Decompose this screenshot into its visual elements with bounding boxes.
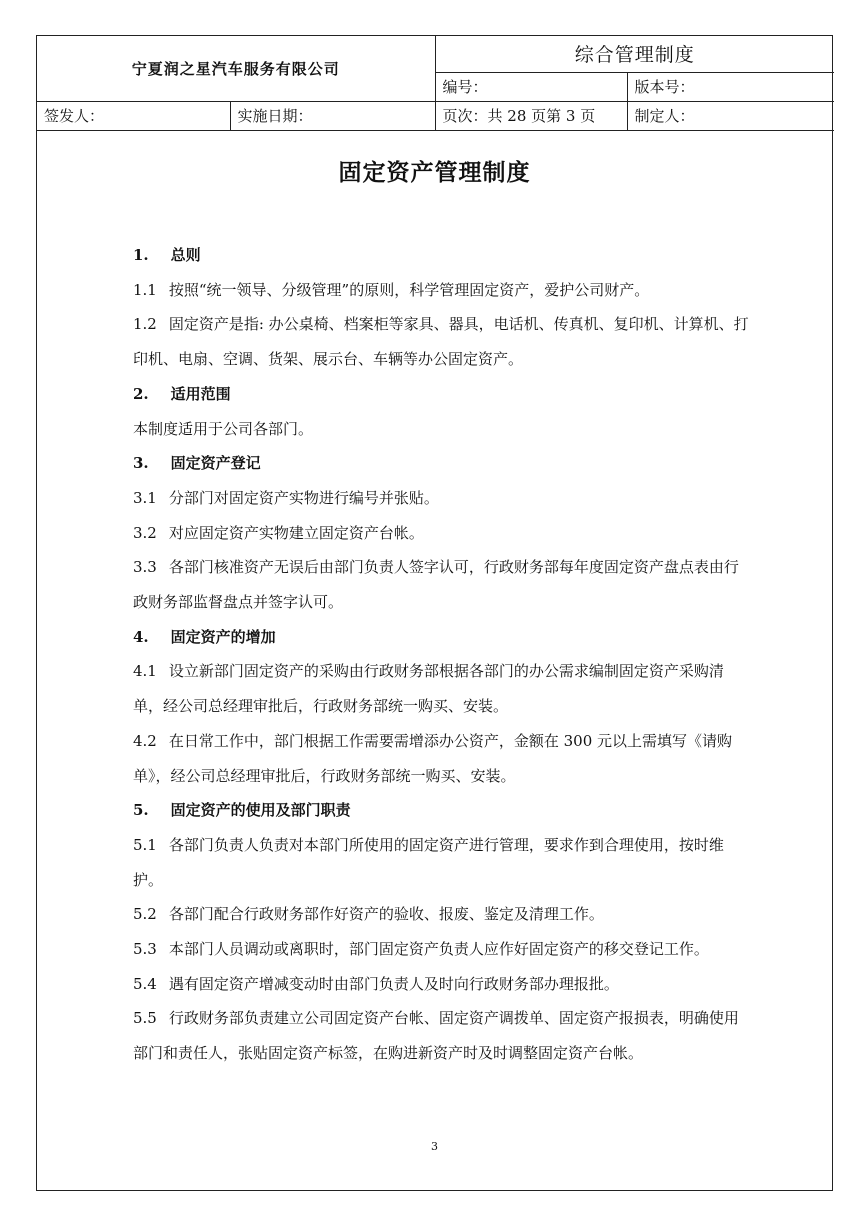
clause-number: 5.1 bbox=[133, 835, 157, 854]
document-title: 固定资产管理制度 bbox=[338, 160, 531, 186]
clause-number: 2. bbox=[133, 384, 149, 403]
paragraph bbox=[133, 412, 751, 447]
paragraph bbox=[133, 897, 751, 932]
author-label: 制定人： bbox=[627, 101, 834, 130]
clause-text: 总则 bbox=[170, 246, 201, 264]
clause-text: 对应固定资产实物建立固定资产台帐。 bbox=[168, 523, 424, 542]
issuer-label: 签发人： bbox=[37, 101, 230, 130]
clause-number: 5.5 bbox=[133, 1009, 157, 1028]
section-heading bbox=[133, 793, 751, 828]
clause-text: 遇有固定资产增减变动时由部门负责人及时向行政财务部办理报批。 bbox=[168, 974, 619, 993]
clause-text: 行政财务部负责建立公司固定资产台帐、固定资产调拨单、固定资产报损表，明确使用部门和责任人，张贴固定资产标签，在购进新资产时及时调整固定资产台帐。 bbox=[133, 1009, 739, 1063]
clause-text: 固定资产是指: 办公桌椅、档案柜等家具、器具，电话机、传真机、复印机、计算机、打印机、电扇、空调、货架、展示台、车辆等办公固定资产。 bbox=[133, 315, 749, 369]
paragraph bbox=[133, 273, 751, 308]
paragraph bbox=[133, 550, 751, 619]
paragraph bbox=[133, 516, 751, 551]
clause-text: 设立新部门固定资产的采购由行政财务部根据各部门的办公需求编制固定资产采购清单，经公司总经理审批后，行政财务部统一购买、安装。 bbox=[133, 662, 724, 716]
clause-number: 3. bbox=[133, 454, 149, 473]
clause-text: 固定资产的增加 bbox=[170, 627, 276, 646]
clause-text: 各部门核准资产无误后由部门负责人签字认可，行政财务部每年度固定资产盘点表由行政财务部监督盘点并签字认可。 bbox=[133, 558, 739, 612]
paragraph bbox=[133, 828, 751, 897]
document-body bbox=[133, 238, 751, 1071]
clause-number: 5.4 bbox=[133, 974, 157, 993]
version-number-label: 版本号： bbox=[627, 72, 834, 101]
clause-text: 各部门配合行政财务部作好资产的验收、报废、鉴定及清理工作。 bbox=[168, 905, 604, 924]
paragraph bbox=[133, 967, 751, 1002]
clause-number: 5. bbox=[133, 801, 149, 820]
clause-number: 3.1 bbox=[133, 488, 157, 507]
clause-number: 1.1 bbox=[133, 280, 157, 299]
clause-text: 在日常工作中，部门根据工作需要需增添办公资产，金额在 300 元以上需填写《请购单》，经公司总经理审批后，行政财务部统一购买、安装。 bbox=[133, 731, 733, 785]
paragraph bbox=[133, 932, 751, 967]
clause-text: 各部门负责人负责对本部门所使用的固定资产进行管理，要求作到合理使用，按时维护。 bbox=[133, 835, 724, 889]
clause-number: 1. bbox=[133, 246, 149, 264]
page-number: 3 bbox=[431, 1140, 438, 1153]
section-heading bbox=[133, 446, 751, 481]
document-number-label: 编号： bbox=[435, 72, 627, 101]
clause-text: 分部门对固定资产实物进行编号并张贴。 bbox=[168, 488, 439, 507]
clause-number: 5.3 bbox=[133, 940, 157, 959]
clause-text: 固定资产登记 bbox=[170, 454, 261, 473]
clause-text: 本制度适用于公司各部门。 bbox=[133, 419, 314, 438]
section-heading bbox=[133, 238, 751, 273]
effective-date-label: 实施日期： bbox=[230, 101, 435, 130]
clause-number: 1.2 bbox=[133, 315, 157, 334]
clause-text: 按照“统一领导、分级管理”的原则，科学管理固定资产，爱护公司财产。 bbox=[168, 280, 650, 299]
paragraph bbox=[133, 481, 751, 516]
header-table bbox=[37, 36, 834, 131]
clause-text: 本部门人员调动或离职时，部门固定资产负责人应作好固定资产的移交登记工作。 bbox=[168, 940, 709, 959]
section-heading bbox=[133, 620, 751, 655]
system-type: 综合管理制度 bbox=[435, 36, 834, 72]
section-heading bbox=[133, 377, 751, 412]
clause-number: 4.1 bbox=[133, 662, 157, 681]
clause-text: 固定资产的使用及部门职责 bbox=[170, 801, 351, 820]
paragraph bbox=[133, 724, 751, 793]
clause-number: 3.3 bbox=[133, 558, 157, 577]
clause-number: 4. bbox=[133, 627, 149, 646]
paragraph bbox=[133, 307, 751, 376]
clause-text: 适用范围 bbox=[170, 384, 231, 403]
paragraph bbox=[133, 1001, 751, 1070]
clause-number: 4.2 bbox=[133, 731, 157, 750]
document-frame bbox=[36, 35, 833, 1191]
clause-number: 5.2 bbox=[133, 905, 157, 924]
clause-number: 3.2 bbox=[133, 523, 157, 542]
company-name: 宁夏润之星汽车服务有限公司 bbox=[37, 36, 435, 101]
paragraph bbox=[133, 654, 751, 723]
page-count-label: 页次：共 28 页第 3 页 bbox=[435, 101, 627, 130]
